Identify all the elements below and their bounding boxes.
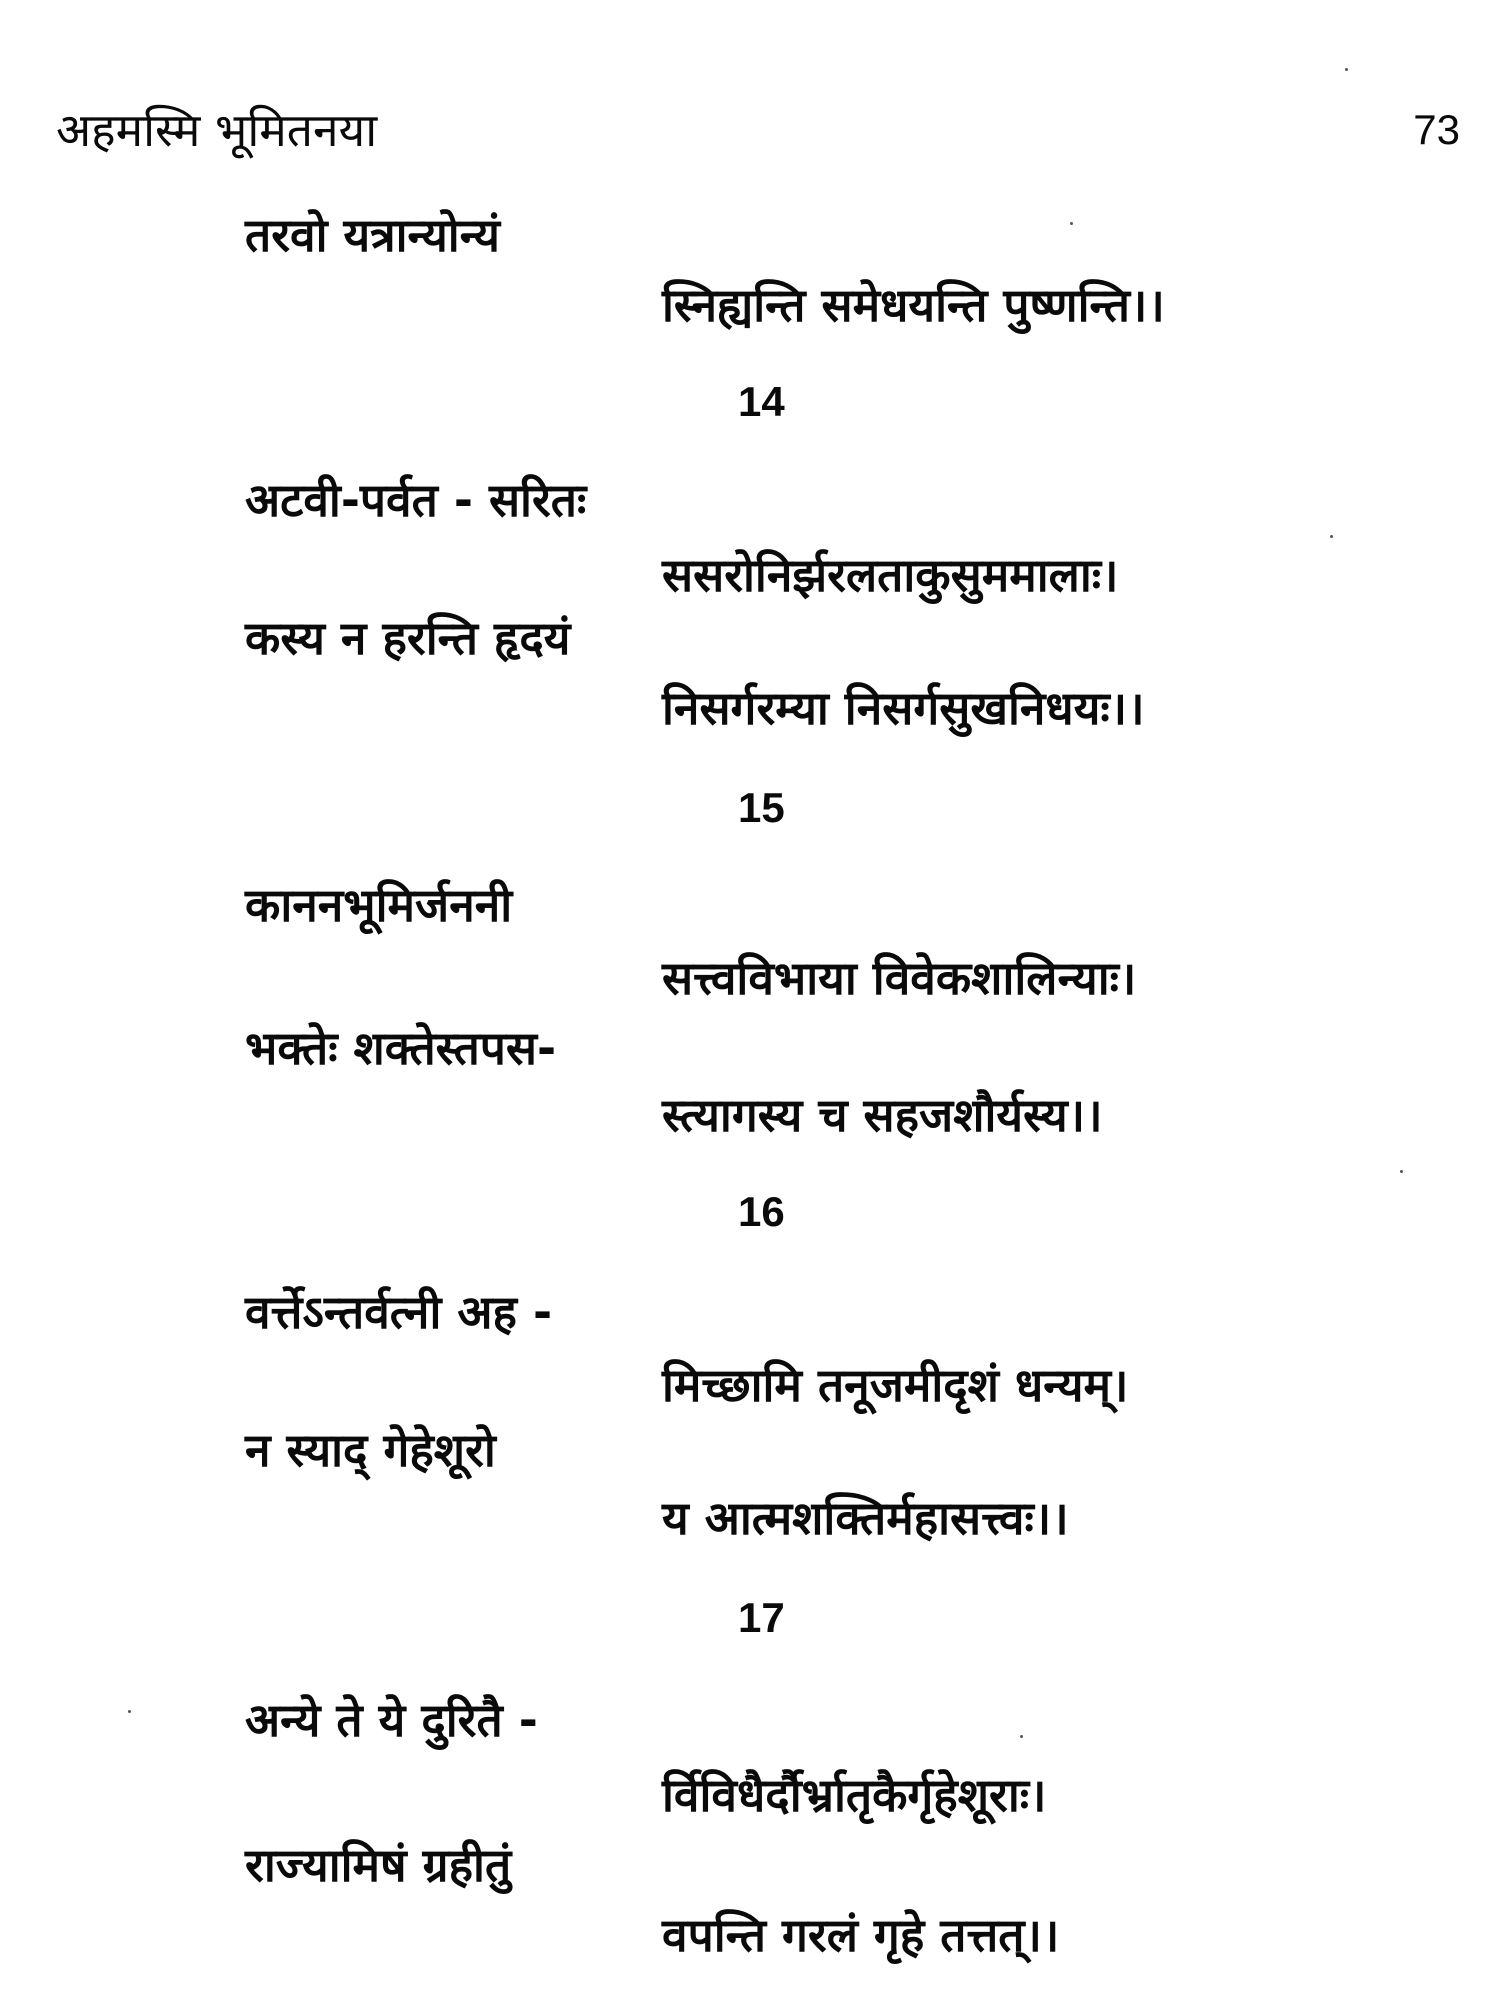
verse-line: य आत्मशक्तिर्महासत्त्वः।। xyxy=(662,1491,1069,1545)
verse-line: राज्यामिषं ग्रहीतुं xyxy=(245,1838,512,1892)
verse-line: तरवो यत्रान्योन्यं xyxy=(245,208,500,262)
verse-line: अन्ये ते ये दुरितै - xyxy=(245,1693,538,1747)
verse-line: न स्याद् गेहेशूरो xyxy=(245,1423,496,1477)
verse-line: वपन्ति गरलं गृहे तत्तत्।। xyxy=(662,1908,1060,1962)
verse-number: 15 xyxy=(738,784,785,831)
verse-line: कस्य न हरन्ति हृदयं xyxy=(245,611,571,665)
verse-line: स्निह्यन्ति समेधयन्ति पुष्णन्ति।। xyxy=(662,278,1165,332)
running-title: अहमस्मि भूमितनया xyxy=(56,103,378,157)
verse-line: ससरोनिर्झरलताकुसुममालाः। xyxy=(662,548,1119,602)
verse-line: निसर्गरम्या निसर्गसुखनिधयः।। xyxy=(662,681,1145,735)
verse-line: अटवी-पर्वत - सरितः xyxy=(245,473,587,527)
scan-speck xyxy=(1345,68,1348,71)
page-header xyxy=(56,100,1460,160)
verse-number: 17 xyxy=(738,1594,785,1641)
verse-line: स्त्यागस्य च सहजशौर्यस्य।। xyxy=(662,1088,1103,1142)
scan-speck xyxy=(128,1710,131,1713)
verse-line: सत्त्वविभाया विवेकशालिन्याः। xyxy=(662,951,1137,1005)
verse-number: 16 xyxy=(738,1188,785,1235)
page-number: 73 xyxy=(1413,106,1460,153)
scan-speck xyxy=(1400,1170,1403,1173)
verse-line: काननभूमिर्जननी xyxy=(245,878,513,932)
verse-line: र्विविधैर्दौर्भ्रातृकैर्गृहेशूराः। xyxy=(662,1768,1047,1822)
scan-speck xyxy=(1070,222,1073,225)
verse-number: 14 xyxy=(738,378,785,425)
verse-line: वर्त्तेऽन्तर्वत्नी अह - xyxy=(245,1285,553,1339)
verse-line: भक्तेः शक्तेस्तपस- xyxy=(245,1021,557,1075)
scan-speck xyxy=(1330,535,1333,538)
scan-speck xyxy=(1020,1735,1023,1738)
verse-line: मिच्छामि तनूजमीदृशं धन्यम्। xyxy=(662,1358,1129,1412)
